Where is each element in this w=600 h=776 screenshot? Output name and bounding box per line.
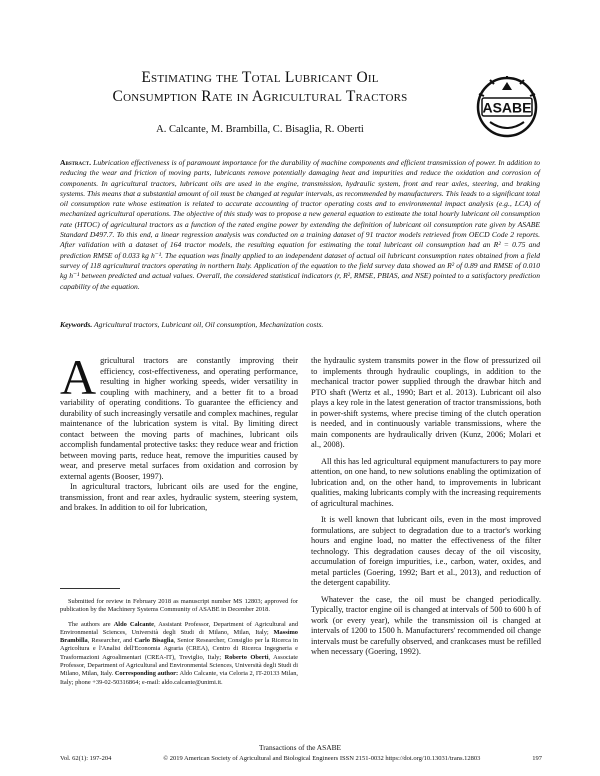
footnotes — [60, 598, 298, 693]
keywords-label: Keywords. — [60, 320, 93, 329]
title-line-1: Estimating the Total Lubricant Oil — [141, 69, 379, 86]
abstract — [60, 158, 540, 292]
keywords-text: Agricultural tractors, Lubricant oil, Oil consumption, Mechanization costs. — [92, 320, 324, 329]
paper-title — [60, 68, 460, 106]
title-line-2: Consumption Rate in Agricultural Tractors — [112, 88, 408, 105]
keywords — [60, 320, 540, 329]
paragraph: It is well known that lubricant oils, even in the most improved formulations, are subject to degradation due to a tractor's working hours and engine load, no matter the effectiveness of the filter technology. This degradation causes decay of the oil viscosity, accumulation of foreign impurities, i.e., carbon, water, oxides, and metal particles (Goering, 1992; Bart et al., 2013), and reduction of the detergent capability. — [311, 515, 541, 587]
body-left-column — [60, 349, 298, 514]
abstract-text: Lubrication effectiveness is of paramount importance for the durability of machine components and efficient transmission of power. In addition to reducing the wear and friction of moving parts, lubricants remove potentially damaging heat and impurities and reduce the oxidation and corrosion of components. In agricultural tractors, lubricant oils are used in the engine, transmission, hydraulic system, front and rear axles, steering, and braking systems. This means that a substantial amount of oil must be changed at regular intervals, as recommended by manufacturers. This leads to a significant total oil consumption rate whose estimation is related to accurate accounting of tractor operating costs and to environmental impact analysis (e.g., LCA) of mechanized agricultural operations. The objective of this study was to propose a new general equation to estimate the total hourly lubricant oil consumption rate (HTOC) of agricultural tractors as a function of the rated engine power by extending the definition of lubricant oil consumption rate given by ASABE Standard D497.7. To this end, a linear regression analysis was conducted on a training dataset of 91 tractor models retrieved from OECD Code 2 reports. After validation with a dataset of 164 tractor models, the resulting equation for estimating the total lubricant oil consumption had an R² = 0.75 and prediction RMSE of 0.033 kg h⁻¹. The equation was finally applied to an independent dataset of actual oil lubricant consumption rates obtained from a field survey of 118 agricultural tractors operating in northern Italy. Application of the equation to the field survey data showed an R² of 0.89 and RMSE of 0.010 kg h⁻¹ between predicted and actual values. Overall, the considered statistical indicators (r, R², RMSE, PBIAS, and NSE) pointed to a satisfactory prediction capability of the equation. — [60, 158, 540, 291]
asabe-logo — [476, 76, 538, 138]
page-footer — [60, 755, 542, 762]
paragraph: the hydraulic system transmits power in the flow of pressurized oil to implements through hydraulic couplings, in addition to the mechanical tractor power supplied through the drawbar hitch and PTO shaft (Wertz et al., 1990; Bart et al. 2013). Lubricant oil also plays a key role in the latest generation of tractor transmissions, both in power-shift systems, where precise timing of the clutch operation is needed, and in continuously variable transmissions, where the main components are hydraulically driven (Kunz, 2006; Molari et al., 2008). — [311, 356, 541, 449]
paragraph: All this has led agricultural equipment manufacturers to pay more attention, on one hand, to new solutions enabling the optimization of lubrication and, on the other hand, to improvements in lubricant qualities, making lubricants comply with the increasing requirements of agricultural machines. — [311, 456, 541, 508]
footer-volume: Vol. 62(1): 197-204 — [60, 755, 112, 762]
footnote-authors: The authors are Aldo Calcante, Assistant Professor, Department of Agricultural and Environmental Sciences, Università degli Studi di Milano, Milan, Italy; Massimo Brambilla, Researcher, and Carlo Bisaglia, Senior Researcher, Consiglio per la Ricerca in Agricoltura e l'Analisi dell'Economia Agraria (CREA), Centro di Ricerca Ingegneria e Trasformazioni Agroalimentari (CREA-IT), Treviglio, Italy; Roberto Oberti, Associate Professor, Department of Agricultural and Environmental Sciences, Università degli Studi di Milano, Milan, Italy. Corresponding author: Aldo Calcante, via Celoria 2, IT-20133 Milan, Italy; phone +39-02-50316864; e-mail: aldo.calcante@unimi.it. — [60, 620, 299, 686]
abstract-label: Abstract. — [60, 158, 92, 167]
footnote-rule — [60, 588, 120, 589]
paragraph: Agricultural tractors are constantly improving their efficiency, cost-effectiveness, and operating performance, resulting in higher working speeds, wider versatility in coupling with machinery, and a better fit to a broad variability of operating conditions. To guarantee the efficiency and durability of such increasingly versatile and complex machines, regular maintenance of the lubrication system is vital. By limiting direct contact between the moving parts of machines, lubricant oils accomplish fundamental protective tasks: they reduce wear and friction between moving parts, reduce heat, remove the impurities caused by wear, and preserve metal surfaces from oxidation and corrosion by external agents (Booser, 1997). — [60, 349, 298, 481]
paragraph: Whatever the case, the oil must be changed periodically. Typically, tractor engine oil is changed at intervals of 500 to 600 h of work (or every year), while the transmission oil is changed at intervals of 1200 to 1500 h. Manufacturers' recommended oil change intervals must be carefully observed, and crankcases must be refilled when necessary (Goering, 1992). — [311, 594, 541, 656]
footer-copyright: © 2019 American Society of Agricultural and Biological Engineers ISSN 2151-0032 https://doi.org/10.13031/trans.12803 — [163, 755, 481, 762]
authors: A. Calcante, M. Brambilla, C. Bisaglia, R. Oberti — [156, 124, 364, 135]
page-number: 197 — [532, 755, 542, 762]
logo-text: ASABE — [482, 99, 532, 116]
footnote-submitted: Submitted for review in February 2018 as manuscript number MS 12803; approved for publication by the Machinery Systems Community of ASABE in December 2018. — [60, 598, 298, 614]
drop-cap: A — [60, 349, 97, 405]
body-right-column — [311, 356, 541, 658]
journal-name: Transactions of the ASABE — [258, 743, 342, 752]
paragraph: In agricultural tractors, lubricant oils are used for the engine, transmission, front and rear axles, hydraulic system, steering system, and brakes. In addition to oil for lubrication, — [60, 482, 298, 512]
